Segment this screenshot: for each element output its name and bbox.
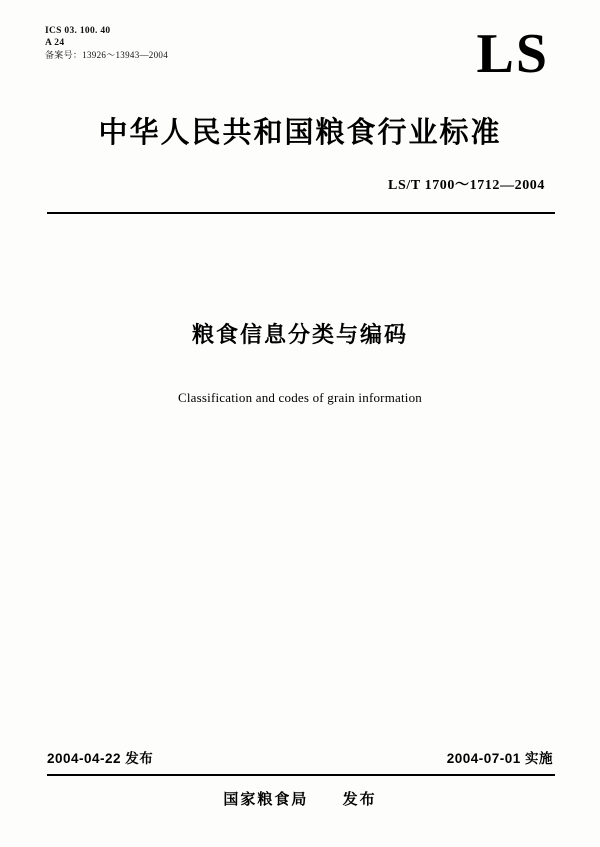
- record-number: 备案号：13926～13943—2004: [45, 50, 169, 60]
- publisher-action: 发布: [342, 791, 377, 808]
- publisher-line: [45, 788, 555, 809]
- standard-metadata-block: [45, 25, 168, 61]
- standard-title-cn: 中华人民共和国粮食行业标准: [98, 117, 502, 149]
- effective-date: 2004-07-01 实施: [446, 751, 553, 766]
- publisher-name: 国家粮食局: [223, 791, 309, 808]
- footer-divider: [47, 774, 555, 776]
- subject-title-en: Classification and codes of grain information: [177, 390, 423, 405]
- header-divider: [47, 212, 555, 214]
- standard-number: LS/T 1700～1712—2004: [388, 178, 545, 193]
- classification-code: A 24: [45, 38, 65, 48]
- cover-content: [45, 22, 555, 822]
- issue-date: 2004-04-22 发布: [47, 751, 154, 766]
- ics-code: ICS 03. 100. 40: [45, 26, 111, 36]
- ls-logo: LS: [476, 23, 549, 85]
- subject-title-cn: 粮食信息分类与编码: [191, 322, 408, 347]
